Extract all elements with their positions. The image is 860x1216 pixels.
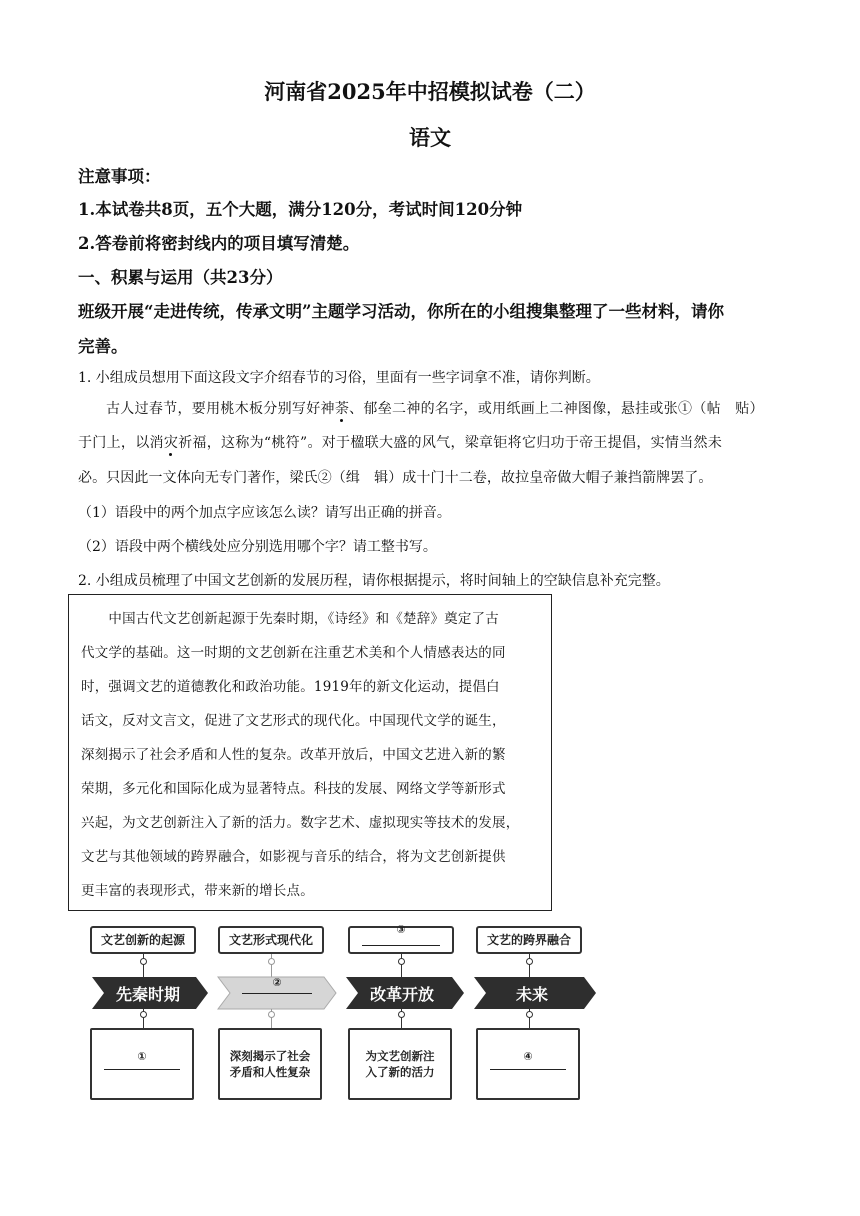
subject-title: 语文 bbox=[409, 125, 451, 150]
question-1-stem: 1. 小组成员想用下面这段文字介绍春节的习俗，里面有一些字词拿不准，请你判断。 bbox=[78, 370, 600, 386]
timeline-bottom-box-1 bbox=[90, 1028, 194, 1100]
passage-line: 代文学的基础。这一时期的文艺创新在注重艺术美和个人情感表达的同 bbox=[81, 645, 506, 661]
notes-item-1: 1.本试卷共8页，五个大题，满分120分，考试时间120分钟 bbox=[78, 200, 523, 219]
section-heading: 一、积累与运用（共23分） bbox=[78, 268, 283, 287]
blank-number-1: ① bbox=[137, 1050, 147, 1063]
q1-sub-1: （1）语段中的两个加点字应该怎么读？请写出正确的拼音。 bbox=[78, 505, 451, 521]
blank-number-3: ③ bbox=[396, 923, 406, 936]
passage-line: 兴起，为文艺创新注入了新的活力。数字艺术、虚拟现实等技术的发展， bbox=[81, 815, 520, 831]
timeline-bottom-box-2 bbox=[218, 1028, 322, 1100]
timeline-top-box-4: 文艺的跨界融合 bbox=[476, 926, 582, 954]
connector-knob bbox=[140, 1011, 147, 1018]
blank-number-4: ④ bbox=[523, 1050, 533, 1063]
q1-passage-text: 、郁垒二神的名字，或用纸画上二神图像，悬挂或张①（帖 贴） bbox=[349, 401, 764, 417]
timeline-bottom-box-3 bbox=[348, 1028, 452, 1100]
notes-heading: 注意事项： bbox=[78, 167, 161, 186]
timeline-top-box-1: 文艺创新的起源 bbox=[90, 926, 196, 954]
arrow-label-4: 未来 bbox=[515, 985, 548, 1004]
passage-line: 更丰富的表现形式，带来新的增长点。 bbox=[81, 883, 314, 899]
passage-line: 时，强调文艺的道德教化和政治功能。1919年的新文化运动，提倡白 bbox=[81, 679, 500, 695]
passage-line: 话文，反对文言文，促进了文艺形式的现代化。中国现代文学的诞生， bbox=[81, 713, 506, 729]
page-title: 河南省2025年中招模拟试卷（二） bbox=[264, 79, 596, 104]
q1-passage-text: 古人过春节，要用桃木板分别写好神 bbox=[106, 401, 335, 417]
dotted-char: 荼 bbox=[334, 401, 350, 417]
arrow-label-1: 先秦时期 bbox=[115, 985, 180, 1004]
section-intro-line-1: 班级开展“走进传统，传承文明”主题学习活动，你所在的小组搜集整理了一些材料，请你 bbox=[78, 302, 724, 321]
passage-line: 中国古代文艺创新起源于先秦时期，《诗经》和《楚辞》奠定了古 bbox=[81, 611, 499, 627]
text-line: 为文艺创新注 bbox=[365, 1049, 435, 1063]
notes-item-2: 2.答卷前将密封线内的项目填写清楚。 bbox=[78, 234, 360, 253]
dotted-char: 灾 bbox=[163, 435, 179, 451]
blank-line bbox=[242, 993, 312, 994]
q1-passage-line-3: 必。只因此一文体向无专门著作，梁氏②（缉 辑）成十门十二卷，故拉皇帝做大帽子兼挡箭牌罢了。 bbox=[78, 470, 713, 486]
section-intro-line-2: 完善。 bbox=[78, 337, 128, 356]
passage-line: 文艺与其他领域的跨界融合，如影视与音乐的结合，将为文艺创新提供 bbox=[81, 849, 506, 865]
q1-sub-2: （2）语段中两个横线处应分别选用哪个字？请工整书写。 bbox=[78, 539, 437, 555]
blank-number-2: ② bbox=[272, 976, 282, 989]
arrow-label-3: 改革开放 bbox=[369, 985, 434, 1004]
connector-knob bbox=[398, 1011, 405, 1018]
bottom-box-2-text bbox=[220, 1048, 320, 1080]
connector-knob bbox=[268, 1011, 275, 1018]
blank-line bbox=[490, 1069, 566, 1070]
timeline-bottom-box-4 bbox=[476, 1028, 580, 1100]
bottom-box-3-text bbox=[350, 1048, 450, 1080]
q1-passage-text: 于门上，以消 bbox=[78, 435, 164, 451]
q1-passage-text: 祈福，这称为“桃符”。对于楹联大盛的风气，梁章钜将它归功于帝王提倡，实情当然未 bbox=[178, 435, 723, 451]
text-line: 深刻揭示了社会 bbox=[229, 1049, 311, 1063]
blank-line bbox=[104, 1069, 180, 1070]
timeline-top-box-2: 文艺形式现代化 bbox=[218, 926, 324, 954]
text-line: 矛盾和人性复杂 bbox=[229, 1065, 311, 1079]
question-2-stem: 2. 小组成员梳理了中国文艺创新的发展历程，请你根据提示，将时间轴上的空缺信息补充完整。 bbox=[78, 573, 670, 589]
passage-line: 深刻揭示了社会矛盾和人性的复杂。改革开放后，中国文艺进入新的繁 bbox=[81, 747, 506, 763]
text-line: 入了新的活力 bbox=[365, 1065, 435, 1079]
connector-knob bbox=[526, 1011, 533, 1018]
arrow-label-2 bbox=[230, 976, 324, 994]
passage-line: 荣期，多元化和国际化成为显著特点。科技的发展、网络文学等新形式 bbox=[81, 781, 506, 797]
